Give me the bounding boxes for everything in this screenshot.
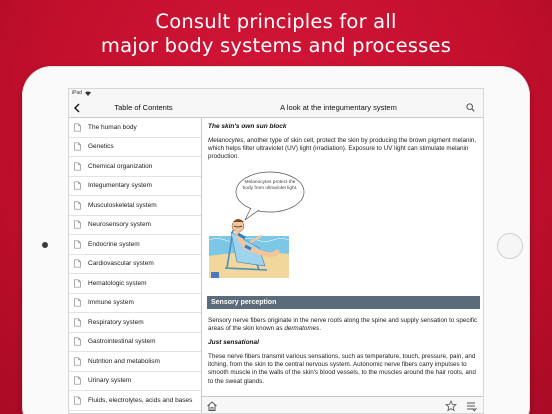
toc-item-label: Gastrointestinal system <box>88 338 156 346</box>
paragraph-nerve-fibers: These nerve fibers transmit various sensations, such as temperature, touch, pressure, pain, and itching, from the skin to the central nervous system. Autonomic nerve fibers carry impulses to smooth muscle in the walls of the skin's blood vessels, to the muscles around the hair roots, and to the sweat glands. <box>208 353 476 385</box>
document-icon <box>73 220 82 229</box>
toc-item-label: Respiratory system <box>88 318 144 326</box>
article-title: A look at the integumentary system <box>280 103 397 112</box>
list-icon[interactable] <box>465 400 477 412</box>
document-icon <box>73 259 82 268</box>
toc-item[interactable] <box>69 313 201 333</box>
paragraph-melanocytes <box>207 137 479 162</box>
toc-item[interactable] <box>69 157 201 177</box>
toc-item[interactable] <box>69 352 201 372</box>
toc-item[interactable] <box>69 216 201 236</box>
toc-item[interactable] <box>69 294 201 314</box>
document-icon <box>73 279 82 288</box>
toc-item-label: Endocrine system <box>88 240 140 248</box>
tablet-frame <box>22 66 530 414</box>
article-body <box>202 118 483 396</box>
document-icon <box>73 318 82 327</box>
toc-item-label: Musculoskeletal system <box>88 201 157 209</box>
toc-item[interactable] <box>69 333 201 353</box>
toc-item-label: Integumentary system <box>88 182 152 190</box>
term-melanocytes: Melanocytes <box>208 137 244 144</box>
toc-item-label: Cardiovascular system <box>88 260 154 268</box>
back-button[interactable] <box>69 98 85 118</box>
toc-item-label: Immune system <box>88 299 134 307</box>
toc-item[interactable] <box>69 235 201 255</box>
subheading-just-sensational: Just sensational <box>208 339 259 347</box>
camera-dot <box>42 242 48 248</box>
document-icon <box>73 142 82 151</box>
toc-item-label: The human body <box>88 123 137 131</box>
subheading-sun-block: The skin's own sun block <box>208 123 287 130</box>
toc-title: Table of Contents <box>114 103 173 112</box>
document-icon <box>73 162 82 171</box>
promo-headline-line2: major body systems and processes <box>100 34 452 57</box>
document-icon <box>73 337 82 346</box>
toc-item-label: Fluids, electrolytes, acids and bases <box>88 396 193 404</box>
search-icon <box>466 103 475 112</box>
content-area <box>69 118 483 414</box>
navigation-bar <box>69 98 483 118</box>
article-pane <box>202 118 483 414</box>
toc-item[interactable] <box>69 274 201 294</box>
document-icon <box>73 357 82 366</box>
toc-item-label: Genetics <box>88 143 114 151</box>
toc-item[interactable] <box>69 255 201 275</box>
toc-item[interactable] <box>69 138 201 158</box>
paragraph-melanocytes-text: , another type of skin cell, protect the skin by producing the brown pigment melanin, which helps filter ultraviolet (UV) light (irradiation). Exposure to UV light can stimulate melanin production. <box>208 137 477 161</box>
promo-headline-line1: Consult principles for all <box>155 10 397 33</box>
bottom-toolbar <box>202 396 483 414</box>
toc-item-label: Chemical organization <box>88 162 153 170</box>
paragraph-sensory <box>207 317 479 333</box>
document-icon <box>73 240 82 249</box>
hardware-home-button <box>497 233 523 259</box>
paragraph-sensory-text: Sensory nerve fibers originate in the nerve roots along the spine and supply sensation to specific areas of the skin known as <box>208 316 478 332</box>
toc-item[interactable] <box>69 372 201 392</box>
toc-item-label: Hematologic system <box>88 279 147 287</box>
section-header-sensory: Sensory perception <box>207 296 480 309</box>
app-screen <box>68 88 484 414</box>
promo-headline <box>0 10 552 58</box>
status-bar <box>69 89 483 98</box>
document-icon <box>73 201 82 210</box>
document-icon <box>73 376 82 385</box>
chevron-left-icon <box>74 103 80 113</box>
document-icon <box>73 123 82 132</box>
toc-item[interactable] <box>69 177 201 197</box>
bubble-caption: Melanocytes protect the body from ultraviolet light. <box>242 179 298 191</box>
toc-item[interactable] <box>69 118 201 138</box>
document-icon <box>73 396 82 405</box>
term-dermatomes: dermatomes <box>284 324 320 332</box>
toc-item[interactable] <box>69 196 201 216</box>
search-button[interactable] <box>457 98 483 118</box>
toc-item-label: Nutrition and metabolism <box>88 357 160 365</box>
star-icon[interactable] <box>445 400 457 412</box>
toc-sidebar <box>69 118 202 414</box>
toc-item[interactable] <box>69 391 201 411</box>
document-icon <box>73 298 82 307</box>
home-icon[interactable] <box>206 400 218 412</box>
document-icon <box>73 181 82 190</box>
device-label: iPad <box>72 90 83 96</box>
toc-item-label: Neurosensory system <box>88 221 151 229</box>
toc-item-label: Urinary system <box>88 377 132 385</box>
sunbather-illustration <box>207 168 479 288</box>
wifi-icon <box>85 91 91 96</box>
paragraph-sensory-end: . <box>319 324 322 332</box>
